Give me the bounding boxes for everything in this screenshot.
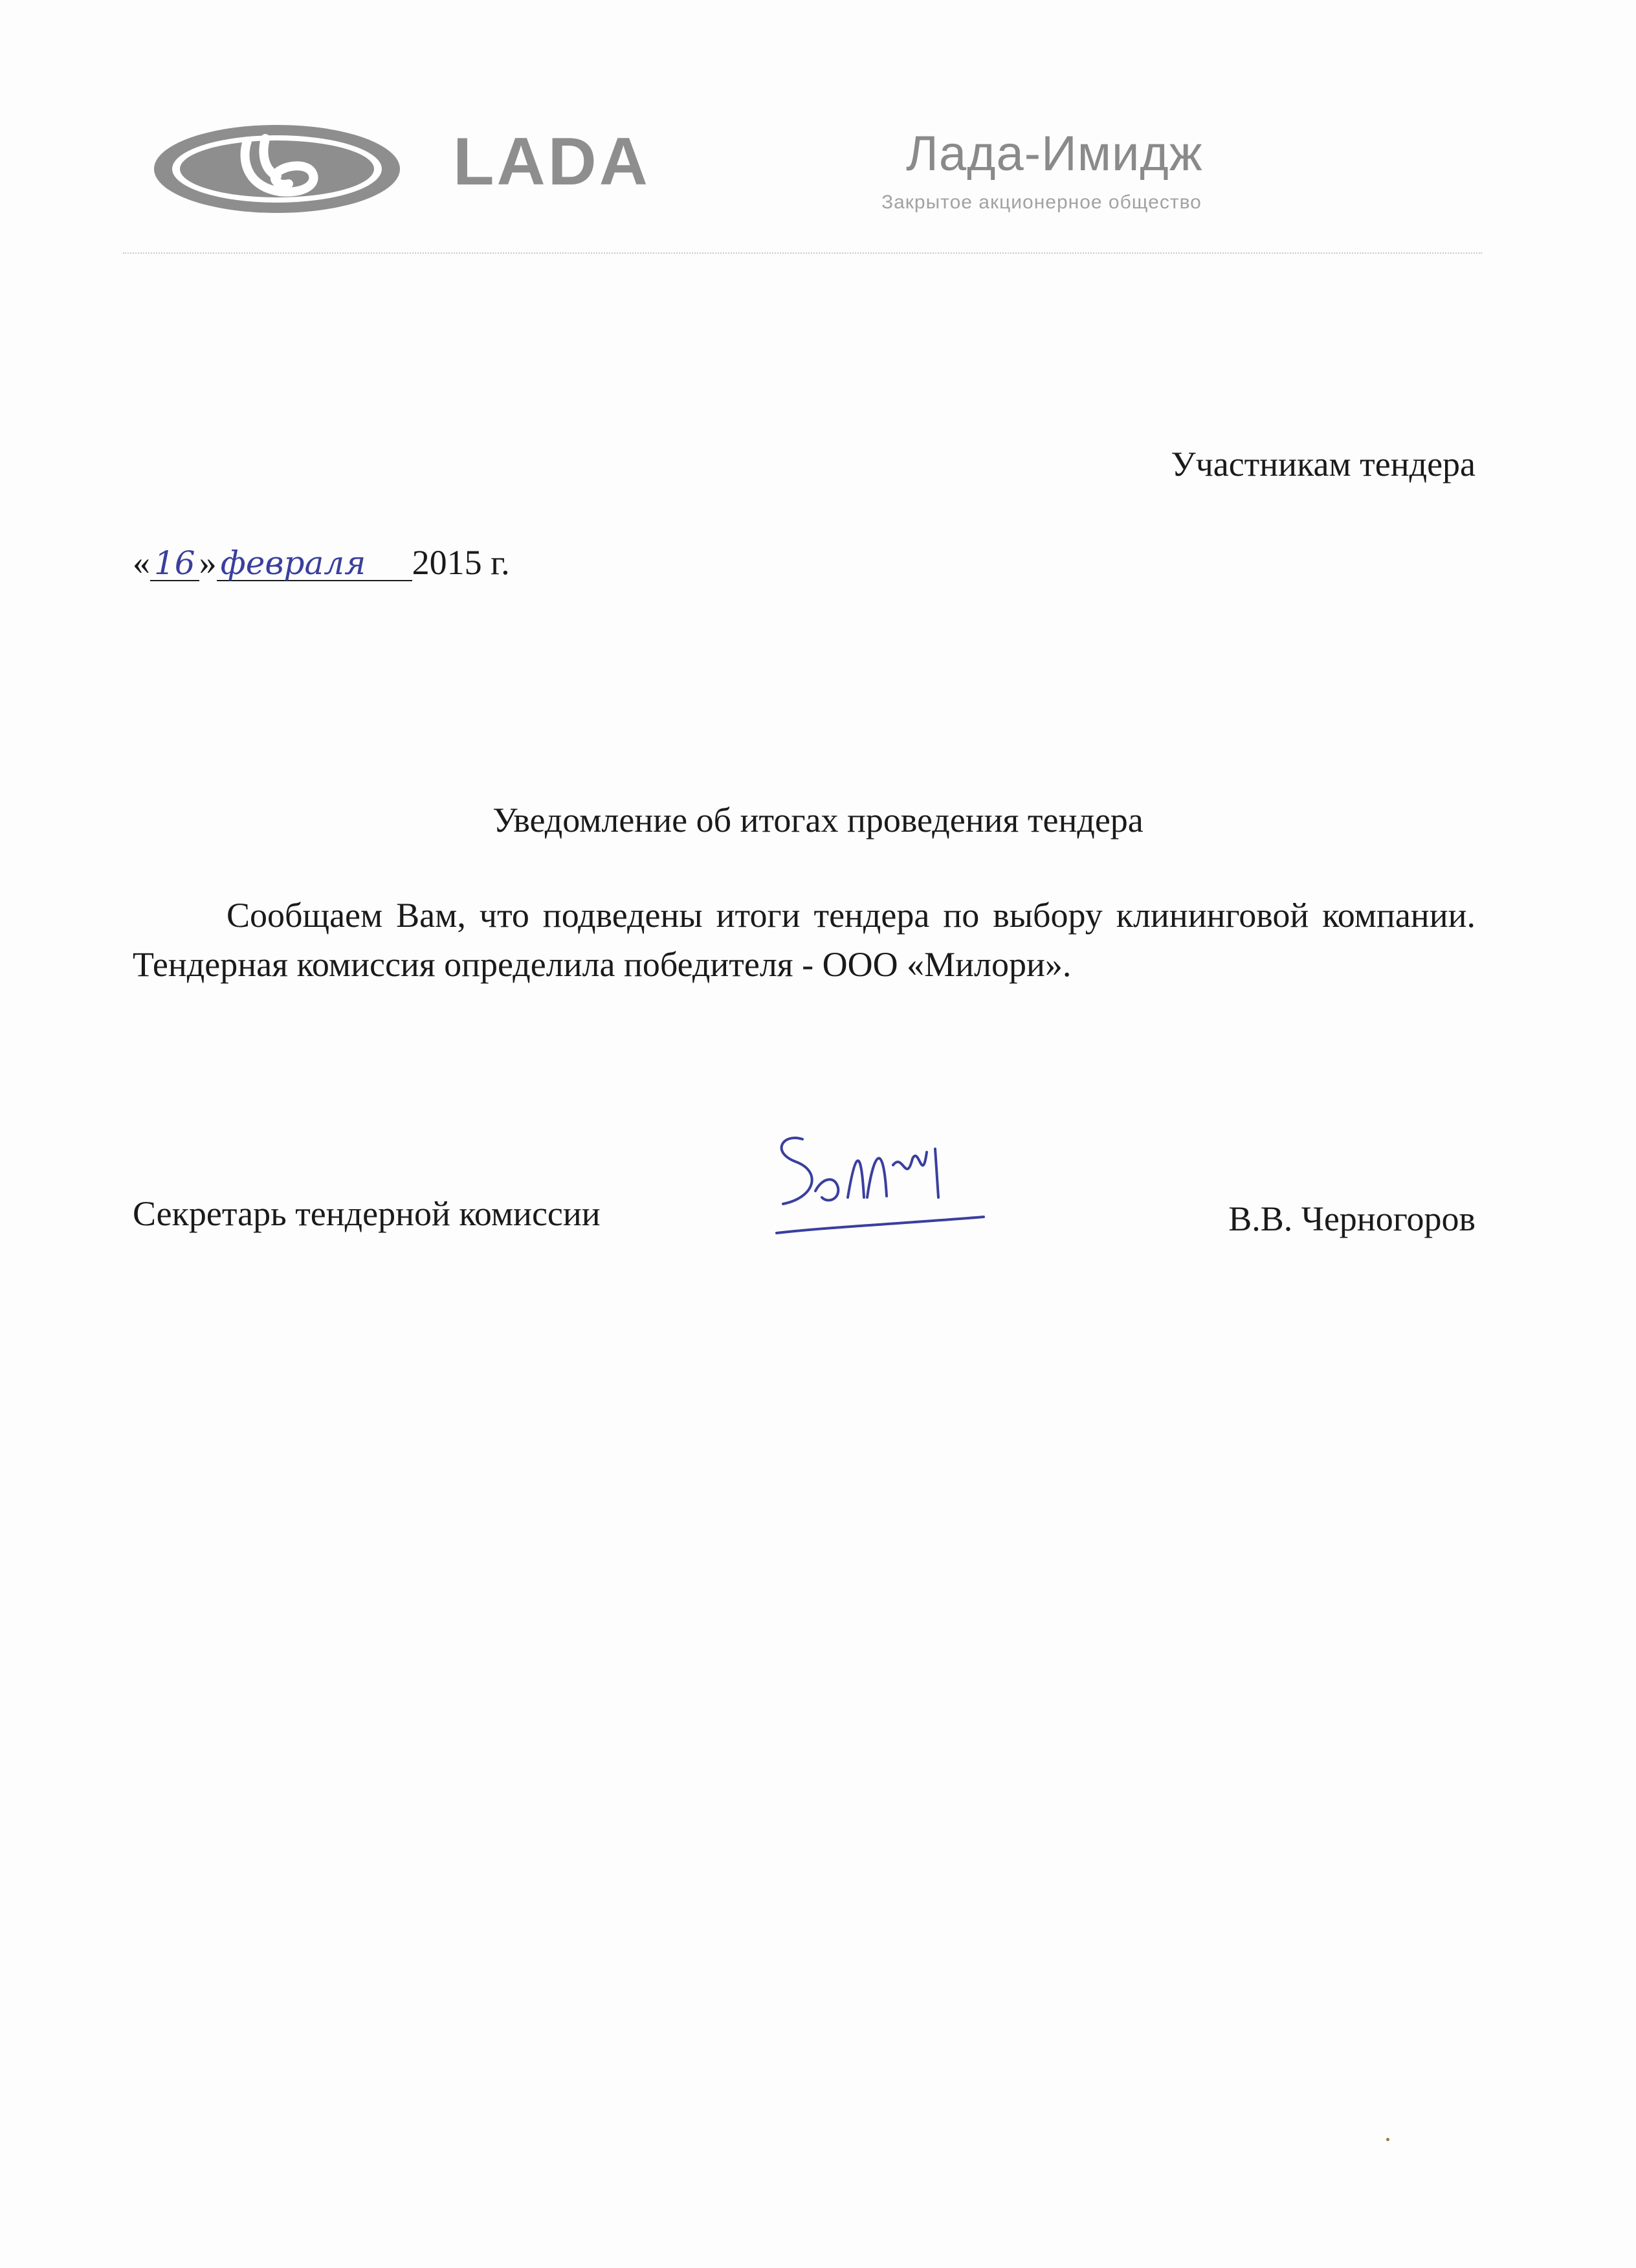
- document-title: Уведомление об итогах проведения тендера: [492, 801, 1144, 839]
- paper-speck: [1386, 2138, 1389, 2141]
- addressee: Участникам тендера: [1171, 445, 1476, 484]
- date-year: 2015 г.: [412, 543, 510, 582]
- date-close-quote: »: [199, 543, 217, 582]
- company-name: Лада-Имидж: [906, 126, 1203, 181]
- date-open-quote: «: [133, 543, 150, 582]
- lada-wordmark: LADA: [453, 124, 650, 199]
- handwritten-signature: [757, 1113, 997, 1269]
- date-month: февраля: [220, 544, 366, 582]
- letter-date: [133, 545, 510, 581]
- company-subtitle: Закрытое акционерное общество: [881, 192, 1202, 213]
- signatory-name: В.В. Черногоров: [1228, 1199, 1476, 1238]
- body-text: Сообщаем Вам, что подведены итоги тендера по выбору клининговой компании. Тендерная комиссия определила победителя - ООО «Милори».: [133, 896, 1476, 984]
- date-month-field: [217, 545, 412, 581]
- lada-emblem-logo: [150, 122, 404, 216]
- date-day: 16: [154, 544, 195, 582]
- body-paragraph: [133, 891, 1476, 989]
- date-day-field: [150, 545, 199, 581]
- signatory-position: Секретарь тендерной комиссии: [133, 1194, 601, 1233]
- header-divider: [123, 252, 1482, 254]
